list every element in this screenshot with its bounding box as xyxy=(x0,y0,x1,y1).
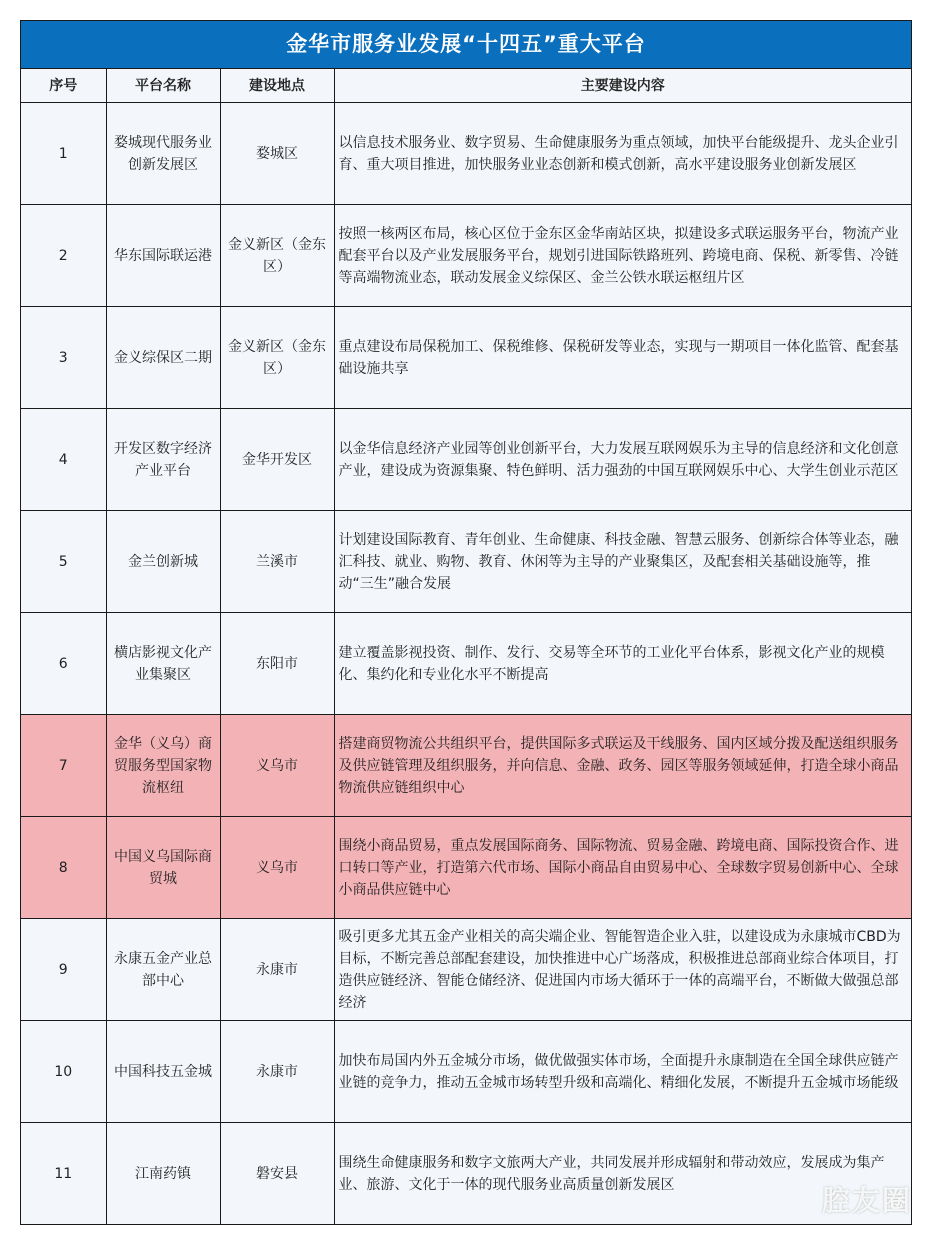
cell-name: 中国科技五金城 xyxy=(106,1021,220,1123)
cell-content: 建立覆盖影视投资、制作、发行、交易等全环节的工业化平台体系，影视文化产业的规模化、集约化和专业化水平不断提高 xyxy=(334,613,911,715)
header-no: 序号 xyxy=(21,69,106,103)
cell-content: 围绕生命健康服务和数字文旅两大产业，共同发展并形成辐射和带动效应，发展成为集产业、旅游、文化于一体的现代服务业高质量创新发展区 xyxy=(334,1123,911,1225)
platform-table xyxy=(21,69,911,1224)
cell-content: 吸引更多尤其五金产业相关的高尖端企业、智能智造企业入驻，以建设成为永康城市CBD为目标，不断完善总部配套建设，加快推进中心广场落成，积极推进总部商业综合体项目，打造供应链经济、智能仓储经济、促进国内市场大循环于一体的高端平台，不断做大做强总部经济 xyxy=(334,919,911,1021)
page-title: 金华市服务业发展“十四五”重大平台 xyxy=(21,21,911,69)
cell-location: 东阳市 xyxy=(220,613,334,715)
table-row xyxy=(21,613,911,715)
cell-no: 1 xyxy=(21,103,106,205)
table-body xyxy=(21,103,911,1225)
cell-content: 以金华信息经济产业园等创业创新平台，大力发展互联网娱乐为主导的信息经济和文化创意产业，建设成为资源集聚、特色鲜明、活力强劲的中国互联网娱乐中心、大学生创业示范区 xyxy=(334,409,911,511)
table-row xyxy=(21,715,911,817)
header-location: 建设地点 xyxy=(220,69,334,103)
cell-location: 永康市 xyxy=(220,919,334,1021)
cell-location: 金义新区（金东区） xyxy=(220,307,334,409)
table-row xyxy=(21,409,911,511)
cell-content: 以信息技术服务业、数字贸易、生命健康服务为重点领域，加快平台能级提升、龙头企业引育、重大项目推进，加快服务业业态创新和模式创新，高水平建设服务业创新发展区 xyxy=(334,103,911,205)
cell-name: 中国义乌国际商贸城 xyxy=(106,817,220,919)
cell-no: 4 xyxy=(21,409,106,511)
cell-location: 磐安县 xyxy=(220,1123,334,1225)
cell-content: 加快布局国内外五金城分市场，做优做强实体市场，全面提升永康制造在全国全球供应链产业链的竞争力，推动五金城市场转型升级和高端化、精细化发展，不断提升五金城市场能级 xyxy=(334,1021,911,1123)
platform-table-frame xyxy=(20,20,912,1225)
cell-no: 3 xyxy=(21,307,106,409)
cell-location: 永康市 xyxy=(220,1021,334,1123)
header-content: 主要建设内容 xyxy=(334,69,911,103)
table-row xyxy=(21,307,911,409)
table-row xyxy=(21,205,911,307)
table-row xyxy=(21,1021,911,1123)
cell-no: 8 xyxy=(21,817,106,919)
cell-content: 按照一核两区布局，核心区位于金东区金华南站区块，拟建设多式联运服务平台，物流产业配套平台以及产业发展服务平台，规划引进国际铁路班列、跨境电商、保税、新零售、冷链等高端物流业态，联动发展金义综保区、金兰公铁水联运枢纽片区 xyxy=(334,205,911,307)
cell-name: 华东国际联运港 xyxy=(106,205,220,307)
cell-location: 兰溪市 xyxy=(220,511,334,613)
cell-content: 重点建设布局保税加工、保税维修、保税研发等业态，实现与一期项目一体化监管、配套基础设施共享 xyxy=(334,307,911,409)
cell-name: 横店影视文化产业集聚区 xyxy=(106,613,220,715)
cell-no: 9 xyxy=(21,919,106,1021)
cell-location: 义乌市 xyxy=(220,817,334,919)
table-header-row xyxy=(21,69,911,103)
table-row xyxy=(21,103,911,205)
cell-no: 10 xyxy=(21,1021,106,1123)
cell-no: 2 xyxy=(21,205,106,307)
cell-name: 开发区数字经济产业平台 xyxy=(106,409,220,511)
cell-no: 6 xyxy=(21,613,106,715)
cell-location: 义乌市 xyxy=(220,715,334,817)
cell-name: 金义综保区二期 xyxy=(106,307,220,409)
cell-no: 11 xyxy=(21,1123,106,1225)
table-row xyxy=(21,1123,911,1225)
header-name: 平台名称 xyxy=(106,69,220,103)
cell-location: 婺城区 xyxy=(220,103,334,205)
cell-no: 5 xyxy=(21,511,106,613)
cell-name: 金兰创新城 xyxy=(106,511,220,613)
cell-name: 江南药镇 xyxy=(106,1123,220,1225)
cell-content: 计划建设国际教育、青年创业、生命健康、科技金融、智慧云服务、创新综合体等业态，融汇科技、就业、购物、教育、休闲等为主导的产业聚集区，及配套相关基础设施等，推动“三生”融合发展 xyxy=(334,511,911,613)
table-row xyxy=(21,511,911,613)
table-row xyxy=(21,919,911,1021)
cell-no: 7 xyxy=(21,715,106,817)
cell-location: 金义新区（金东区） xyxy=(220,205,334,307)
cell-location: 金华开发区 xyxy=(220,409,334,511)
watermark-text: 腔友圈 xyxy=(821,1184,912,1217)
cell-name: 永康五金产业总部中心 xyxy=(106,919,220,1021)
cell-content: 搭建商贸物流公共组织平台，提供国际多式联运及干线服务、国内区域分拨及配送组织服务及供应链管理及组织服务，并向信息、金融、政务、园区等服务领域延伸，打造全球小商品物流供应链组织中心 xyxy=(334,715,911,817)
table-row xyxy=(21,817,911,919)
cell-name: 金华（义乌）商贸服务型国家物流枢纽 xyxy=(106,715,220,817)
cell-name: 婺城现代服务业创新发展区 xyxy=(106,103,220,205)
cell-content: 围绕小商品贸易，重点发展国际商务、国际物流、贸易金融、跨境电商、国际投资合作、进口转口等产业，打造第六代市场、国际小商品自由贸易中心、全球数字贸易创新中心、全球小商品供应链中心 xyxy=(334,817,911,919)
